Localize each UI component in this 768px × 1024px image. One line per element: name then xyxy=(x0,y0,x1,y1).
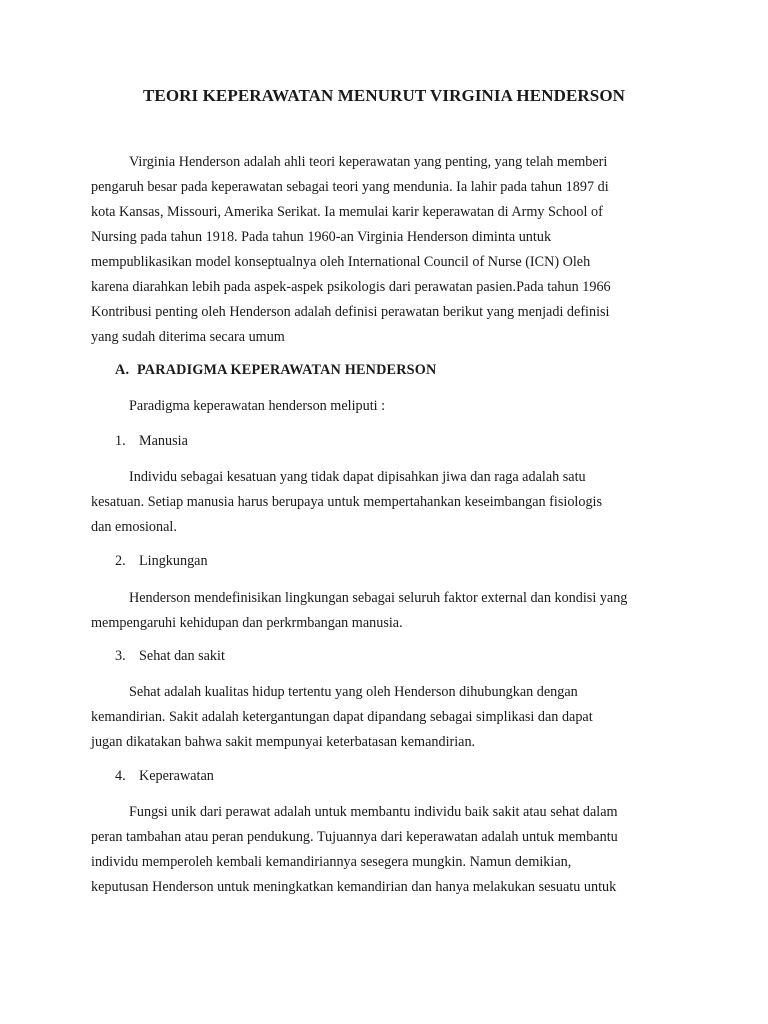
intro-line: yang sudah diterima secara umum xyxy=(91,329,285,345)
list-item-body-line: dan emosional. xyxy=(91,519,177,535)
list-item-body-line: Individu sebagai kesatuan yang tidak dapat dipisahkan jiwa dan raga adalah satu xyxy=(129,469,586,485)
list-item-label: Keperawatan xyxy=(139,768,214,784)
intro-line: kota Kansas, Missouri, Amerika Serikat. Ia memulai karir keperawatan di Army School of xyxy=(91,204,603,220)
list-item-body-line: Henderson mendefinisikan lingkungan sebagai seluruh faktor external dan kondisi yang xyxy=(129,590,628,606)
list-item-body-line: keputusan Henderson untuk meningkatkan kemandirian dan hanya melakukan sesuatu untuk xyxy=(91,879,617,895)
list-item-heading xyxy=(115,648,225,665)
list-item-heading xyxy=(115,433,188,450)
list-item-number: 1. xyxy=(115,433,126,449)
intro-line: Virginia Henderson adalah ahli teori keperawatan yang penting, yang telah memberi xyxy=(129,154,608,170)
intro-line: karena diarahkan lebih pada aspek-aspek psikologis dari perawatan pasien.Pada tahun 1966 xyxy=(91,279,611,295)
list-item-body-line: Sehat adalah kualitas hidup tertentu yang oleh Henderson dihubungkan dengan xyxy=(129,684,578,700)
intro-line: mempublikasikan model konseptualnya oleh International Council of Nurse (ICN) Oleh xyxy=(91,254,591,270)
intro-line: Nursing pada tahun 1918. Pada tahun 1960-an Virginia Henderson diminta untuk xyxy=(91,229,552,245)
list-item-body-line: Fungsi unik dari perawat adalah untuk membantu individu baik sakit atau sehat dalam xyxy=(129,804,618,820)
document-title: TEORI KEPERAWATAN MENURUT VIRGINIA HENDERSON xyxy=(142,86,626,105)
list-item-heading xyxy=(115,553,208,570)
list-item-heading xyxy=(115,768,214,785)
intro-line: Kontribusi penting oleh Henderson adalah definisi perawatan berikut yang menjadi definisi xyxy=(91,304,610,320)
list-item-body-line: jugan dikatakan bahwa sakit mempunyai keterbatasan kemandirian. xyxy=(91,734,476,750)
list-item-label: Lingkungan xyxy=(139,553,208,569)
list-item-number: 2. xyxy=(115,553,126,569)
list-item-label: Manusia xyxy=(139,433,188,449)
list-item-body-line: individu memperoleh kembali kemandiriannya sesegera mungkin. Namun demikian, xyxy=(91,854,572,870)
list-item-body-line: kesatuan. Setiap manusia harus berupaya untuk mempertahankan keseimbangan fisiologis xyxy=(91,494,602,510)
section-intro: Paradigma keperawatan henderson meliputi : xyxy=(129,398,386,414)
list-item-body-line: mempengaruhi kehidupan dan perkrmbangan manusia. xyxy=(91,615,403,631)
section-heading-text: PARADIGMA KEPERAWATAN HENDERSON xyxy=(137,362,437,378)
intro-line: pengaruh besar pada keperawatan sebagai teori yang mendunia. Ia lahir pada tahun 1897 di xyxy=(91,179,609,195)
section-heading xyxy=(115,362,436,379)
list-item-number: 3. xyxy=(115,648,126,664)
list-item-label: Sehat dan sakit xyxy=(139,648,225,664)
list-item-body-line: kemandirian. Sakit adalah ketergantungan dapat dipandang sebagai simplikasi dan dapat xyxy=(91,709,593,725)
list-item-body-line: peran tambahan atau peran pendukung. Tujuannya dari keperawatan adalah untuk membantu xyxy=(91,829,618,845)
section-marker: A. xyxy=(115,362,130,378)
list-item-number: 4. xyxy=(115,768,126,784)
